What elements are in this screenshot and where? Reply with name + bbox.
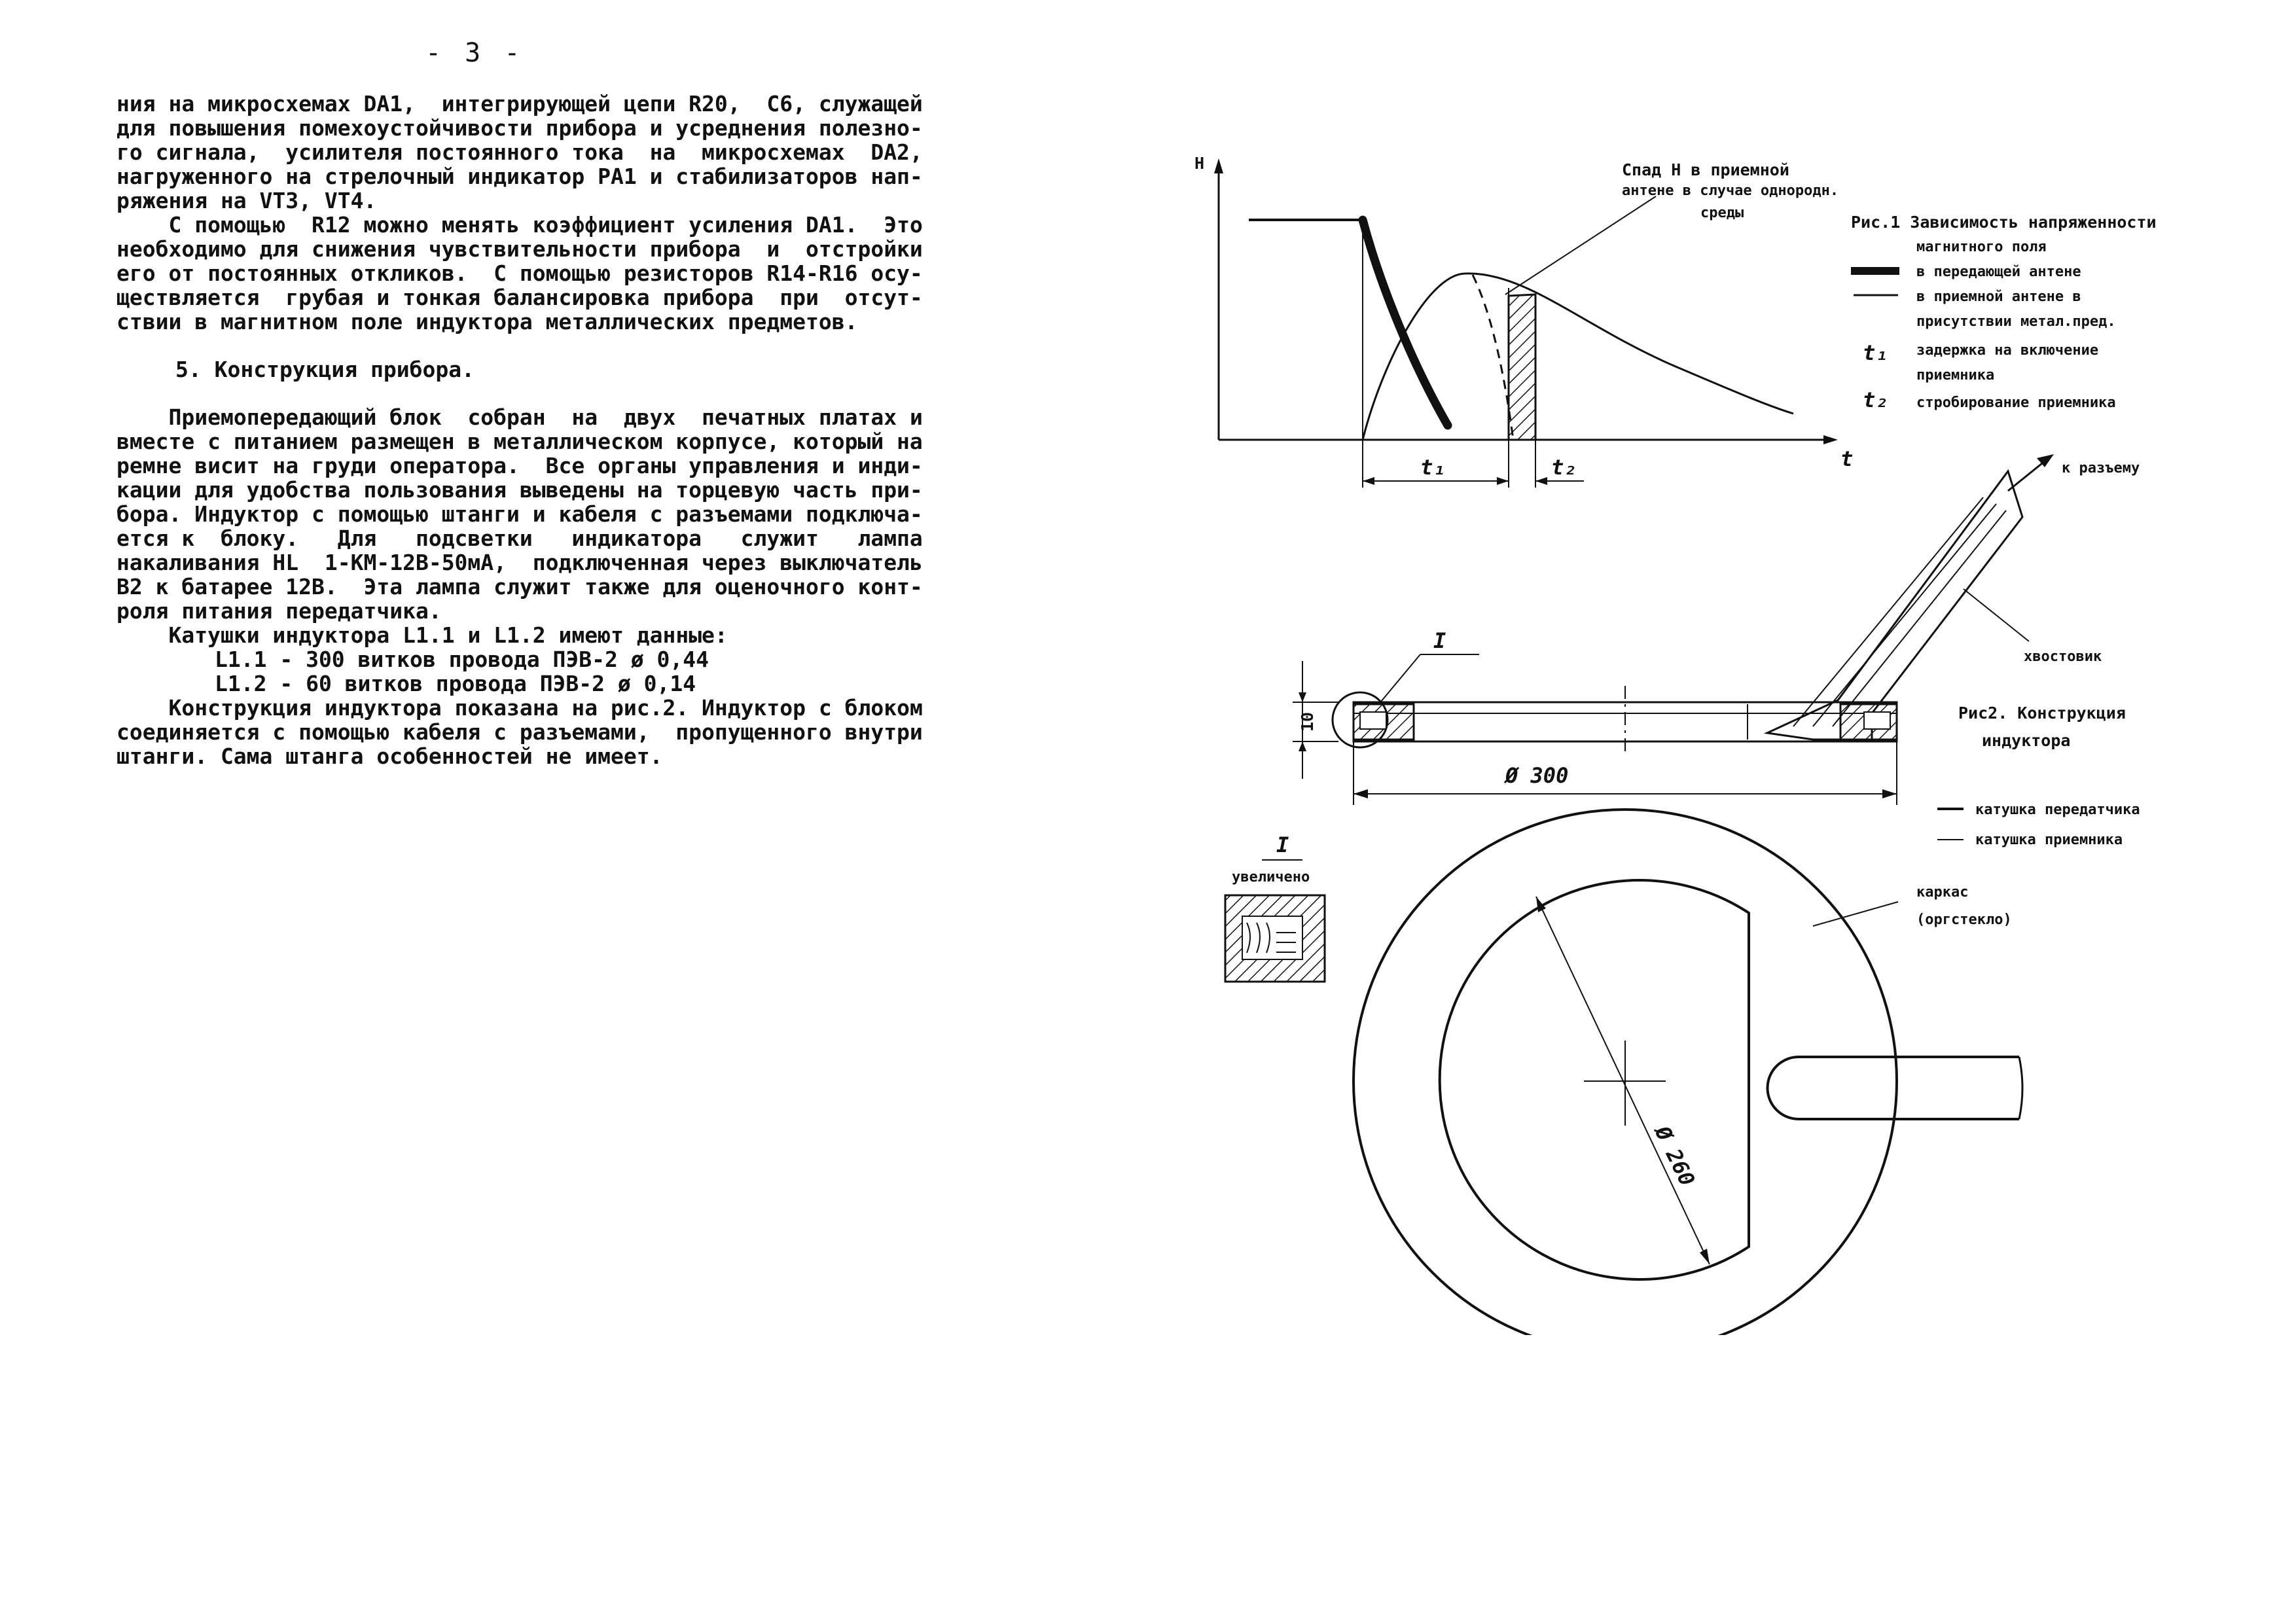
legend-tx-label: катушка передатчика — [1975, 802, 2140, 818]
page-number: - 3 - — [425, 38, 524, 68]
paragraph-4: Катушки индуктора L1.1 и L1.2 имеют данные: — [117, 622, 728, 648]
paragraph-3: Приемопередающий блок собран на двух печатных платах и вместе с питанием размещен в металлическом корпусе, который на ремне висит на груди оператора. Все органы управления и инди- кации для удобства пользования выведены на торцевую часть при- бора. Индуктор с помощью штанги и кабеля с разъемами подключа- ется к блоку. Для подсветки индикатора служит лампа накаливания HL 1-КМ-12В-50мА, подключенная через выключатель В2 к батарее 12В. Эта лампа служит также для оценочного конт- роля питания передатчика. — [117, 404, 923, 624]
detail-enlarged-view — [1225, 832, 1325, 982]
paragraph-2: С помощью R12 можно менять коэффициент усиления DA1. Это необходимо для снижения чувствительности прибора и отстройки его от постоянных откликов. С помощью резисторов R14-R16 осу- ществляется грубая и тонкая балансировка прибора при отсут- ствии в магнитном поле индуктора металлических предметов. — [117, 212, 923, 334]
inner-diameter-dimension-line — [1536, 897, 1710, 1264]
receiver-response-curve — [1363, 274, 1793, 440]
legend-t2-symbol: t₂ — [1863, 387, 1888, 412]
legend-rx-label: катушка приемника — [1975, 832, 2123, 848]
callout-line-1: Спад H в приемной — [1622, 160, 1789, 179]
legend-thin-label-1: в приемной антене в — [1916, 289, 2081, 305]
outer-diameter-label: Ø 300 — [1505, 763, 1569, 788]
figure-2-plan-view — [1354, 810, 2022, 1335]
t1-label: t₁ — [1420, 455, 1446, 480]
callout-leader-line — [1505, 196, 1656, 294]
figure-1-graph — [1194, 154, 2157, 488]
callout-line-3: среды — [1700, 205, 1744, 221]
t2-arrow-icon — [1535, 477, 1547, 485]
detail-caption: увеличено — [1232, 869, 1310, 885]
legend-t1-label-2: приемника — [1916, 367, 1995, 383]
section-title: 5. Конструкция прибора. — [175, 357, 475, 382]
legend-thin-label-2: присутствии метал.пред. — [1916, 313, 2116, 330]
coil-spec-1: L1.1 - 300 витков провода ПЭВ-2 ø 0,44 — [215, 647, 709, 672]
tail-leader-line — [1964, 589, 2029, 641]
paragraph-1: ния на микросхемах DA1, интегрирующей цепи R20, C6, служащей для повышения помехоустойчивости прибора и усреднения полезно- го сигнала, усилителя постоянного тока на микросхемах DA2, нагруженного на стрелочный индикатор PA1 и стабилизаторов нап- ряжения на VT3, VT4. — [117, 91, 923, 213]
fig1-caption-line-1: Рис.1 Зависимость напряженности — [1851, 213, 2157, 232]
x-axis-label: t — [1840, 446, 1854, 471]
paragraph-5: Конструкция индуктора показана на рис.2. Индуктор с блоком соединяется с помощью кабеля с разъемами, пропущенного внутри штанги. Сама штанга особенностей не имеет. — [117, 695, 923, 769]
legend-t1-symbol: t₁ — [1863, 340, 1888, 365]
figures-drawing — [1165, 118, 2225, 1335]
legend-thick-label: в передающей антене — [1916, 264, 2081, 280]
callout-line-2: антене в случае однородн. — [1622, 183, 1839, 199]
ring-inner-contour — [1440, 880, 1749, 1279]
connector-label: к разъему — [2062, 460, 2140, 476]
body-text-column — [117, 92, 994, 768]
tail-label: хвостовик — [2024, 649, 2102, 665]
frame-leader-line — [1813, 902, 1898, 926]
y-axis-arrow-icon — [1214, 158, 1223, 173]
frame-label-1: каркас — [1916, 884, 1969, 901]
t1-arrow-right-icon — [1497, 477, 1509, 485]
fig1-caption-line-2: магнитного поля — [1916, 239, 2047, 255]
t1-arrow-left-icon — [1363, 477, 1374, 485]
handle-stub — [1768, 1057, 2019, 1119]
strobe-window-hatch — [1509, 294, 1535, 440]
fig2-caption-line-1: Рис2. Конструкция — [1958, 704, 2126, 722]
x-axis-arrow-icon — [1823, 435, 1838, 444]
t2-label: t₂ — [1551, 455, 1577, 480]
detail-label: I — [1276, 832, 1289, 857]
frame-label-2: (оргстекло) — [1916, 912, 2012, 928]
height-dimension-label: 10 — [1298, 711, 1317, 732]
fig2-caption-line-2: индуктора — [1982, 731, 2071, 750]
homogeneous-decay-curve — [1473, 275, 1513, 440]
inner-diameter-label: Ø 260 — [1649, 1122, 1700, 1190]
legend-t2-label: стробирование приемника — [1916, 395, 2116, 411]
transmitter-decay-curve — [1363, 220, 1448, 425]
figure-2-side-view — [1293, 454, 2140, 848]
coil-spec-2: L1.2 - 60 витков провода ПЭВ-2 ø 0,14 — [215, 671, 696, 696]
detail-mark-label: I — [1433, 628, 1446, 653]
legend-t1-label-1: задержка на включение — [1916, 342, 2099, 359]
y-axis-label: H — [1194, 154, 1205, 173]
